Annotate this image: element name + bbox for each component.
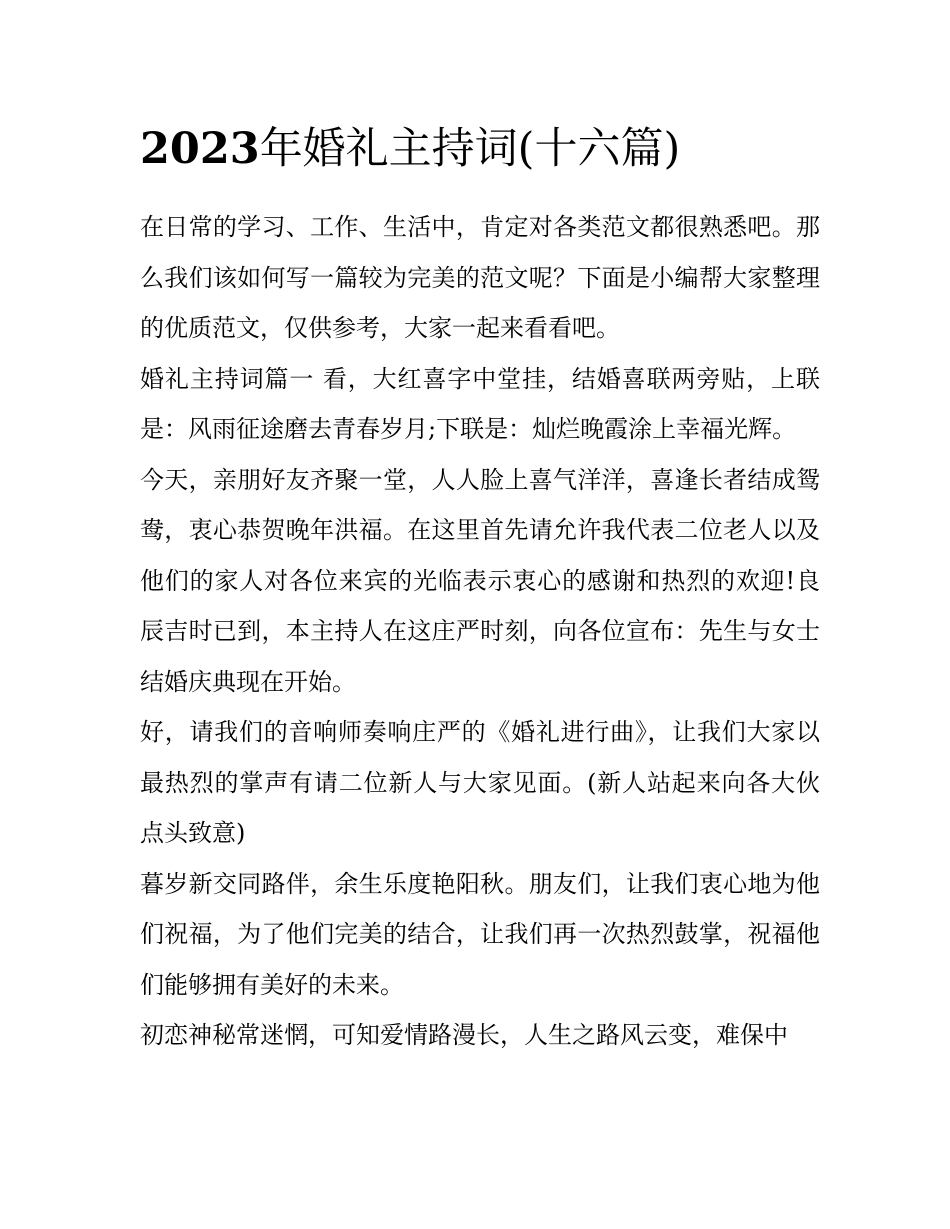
- title-text: 年婚礼主持词(十六篇): [259, 124, 681, 174]
- body-paragraph: 婚礼主持词篇一 看，大红喜字中堂挂，结婚喜联两旁贴，上联是：风雨征途磨去青春岁月;下联是：灿烂晚霞涂上幸福光辉。: [140, 364, 820, 443]
- document-page: [140, 118, 820, 1061]
- title-year: 2023: [140, 124, 260, 174]
- document-title: [140, 118, 820, 180]
- body-paragraph: 暮岁新交同路伴，余生乐度艳阳秋。朋友们，让我们衷心地为他们祝福，为了他们完美的结合，让我们再一次热烈鼓掌，祝福他们能够拥有美好的未来。: [140, 869, 820, 999]
- intro-paragraph: 在日常的学习、工作、生活中，肯定对各类范文都很熟悉吧。那么我们该如何写一篇较为完美的范文呢？下面是小编帮大家整理的优质范文，仅供参考，大家一起来看看吧。: [140, 213, 820, 342]
- body-paragraph: 今天，亲朋好友齐聚一堂，人人脸上喜气洋洋，喜逢长者结成鸳鸯，衷心恭贺晚年洪福。在这里首先请允许我代表二位老人以及他们的家人对各位来宾的光临表示衷心的感谢和热烈的欢迎!良辰吉时已到，本主持人在这庄严时刻，向各位宣布：先生与女士结婚庆典现在开始。: [140, 465, 820, 696]
- body-paragraph: 初恋神秘常迷惘，可知爱情路漫长，人生之路风云变，难保中: [140, 1021, 788, 1049]
- body-paragraph: 好，请我们的音响师奏响庄严的《婚礼进行曲》，让我们大家以最热烈的掌声有请二位新人与大家见面。(新人站起来向各大伙点头致意): [140, 718, 820, 847]
